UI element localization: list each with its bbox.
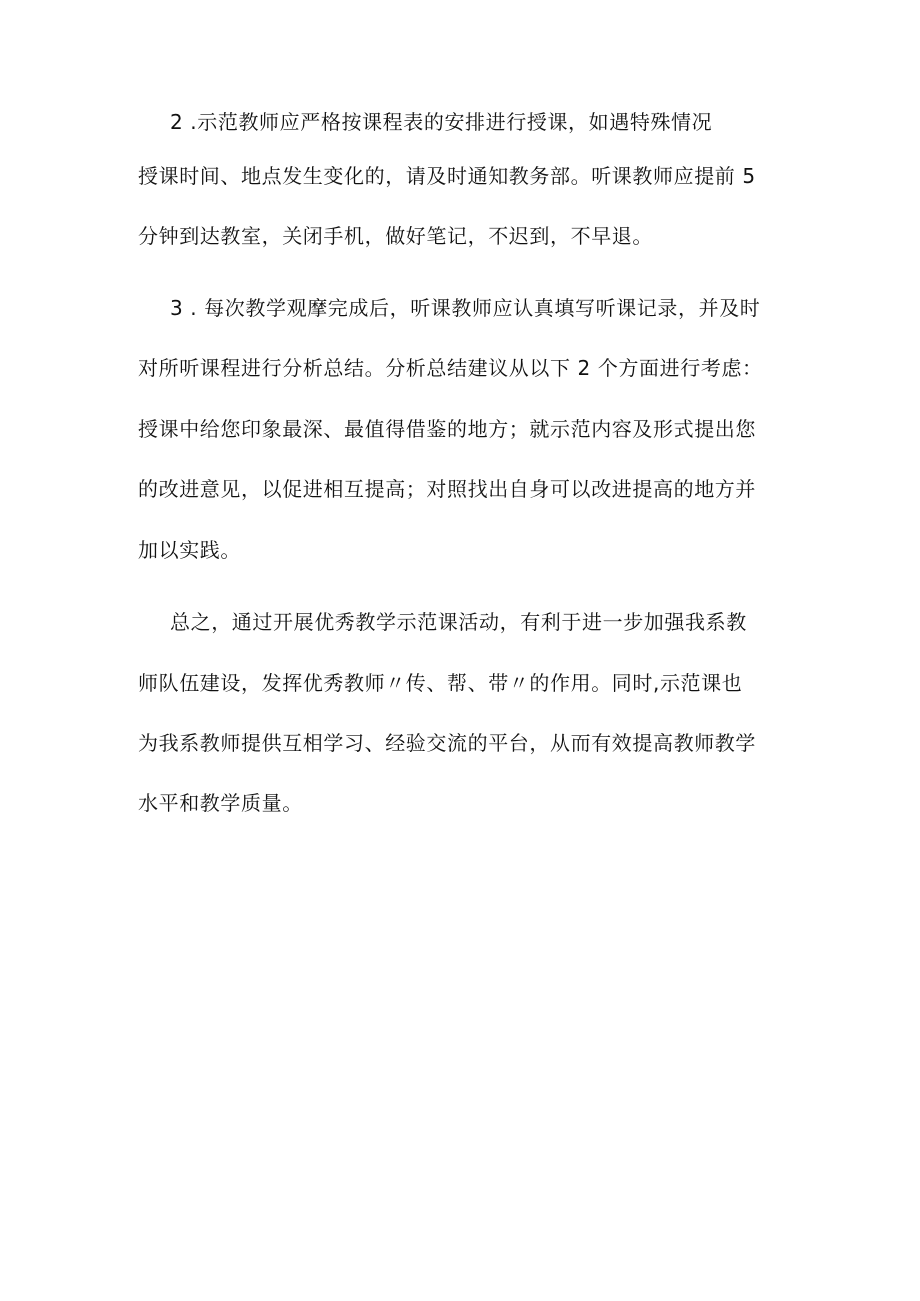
paragraph-3-line-3: 授课中给您印象最深、最值得借鉴的地方；就示范内容及形式提出您 [138,417,756,441]
conclusion-line-4: 水平和教学质量。 [138,791,303,815]
paragraph-3-line-2: 对所听课程进行分析总结。分析总结建议从以下 2 个方面进行考虑： [138,356,763,380]
conclusion-line-3: 为我系教师提供互相学习、经验交流的平台，从而有效提高教师教学 [138,731,756,755]
paragraph-2-line-2: 授课时间、地点发生变化的，请及时通知教务部。听课教师应提前 5 [138,164,756,188]
conclusion-line-2: 师队伍建设，发挥优秀教师〃传、帮、带〃的作用。同时,示范课也 [138,671,743,695]
conclusion-line-1: 总之，通过开展优秀教学示范课活动，有利于进一步加强我系教 [170,610,747,634]
paragraph-3-line-4: 的改进意见，以促进相互提高；对照找出自身可以改进提高的地方并 [138,477,756,501]
paragraph-2-line-1: 2 .示范教师应严格按课程表的安排进行授课，如遇特殊情况 [170,110,713,134]
paragraph-3-line-1: 3 . 每次教学观摩完成后，听课教师应认真填写听课记录，并及时 [170,296,761,320]
paragraph-3-line-5: 加以实践。 [138,538,241,562]
paragraph-2-line-3: 分钟到达教室，关闭手机，做好笔记，不迟到，不早退。 [138,224,653,248]
